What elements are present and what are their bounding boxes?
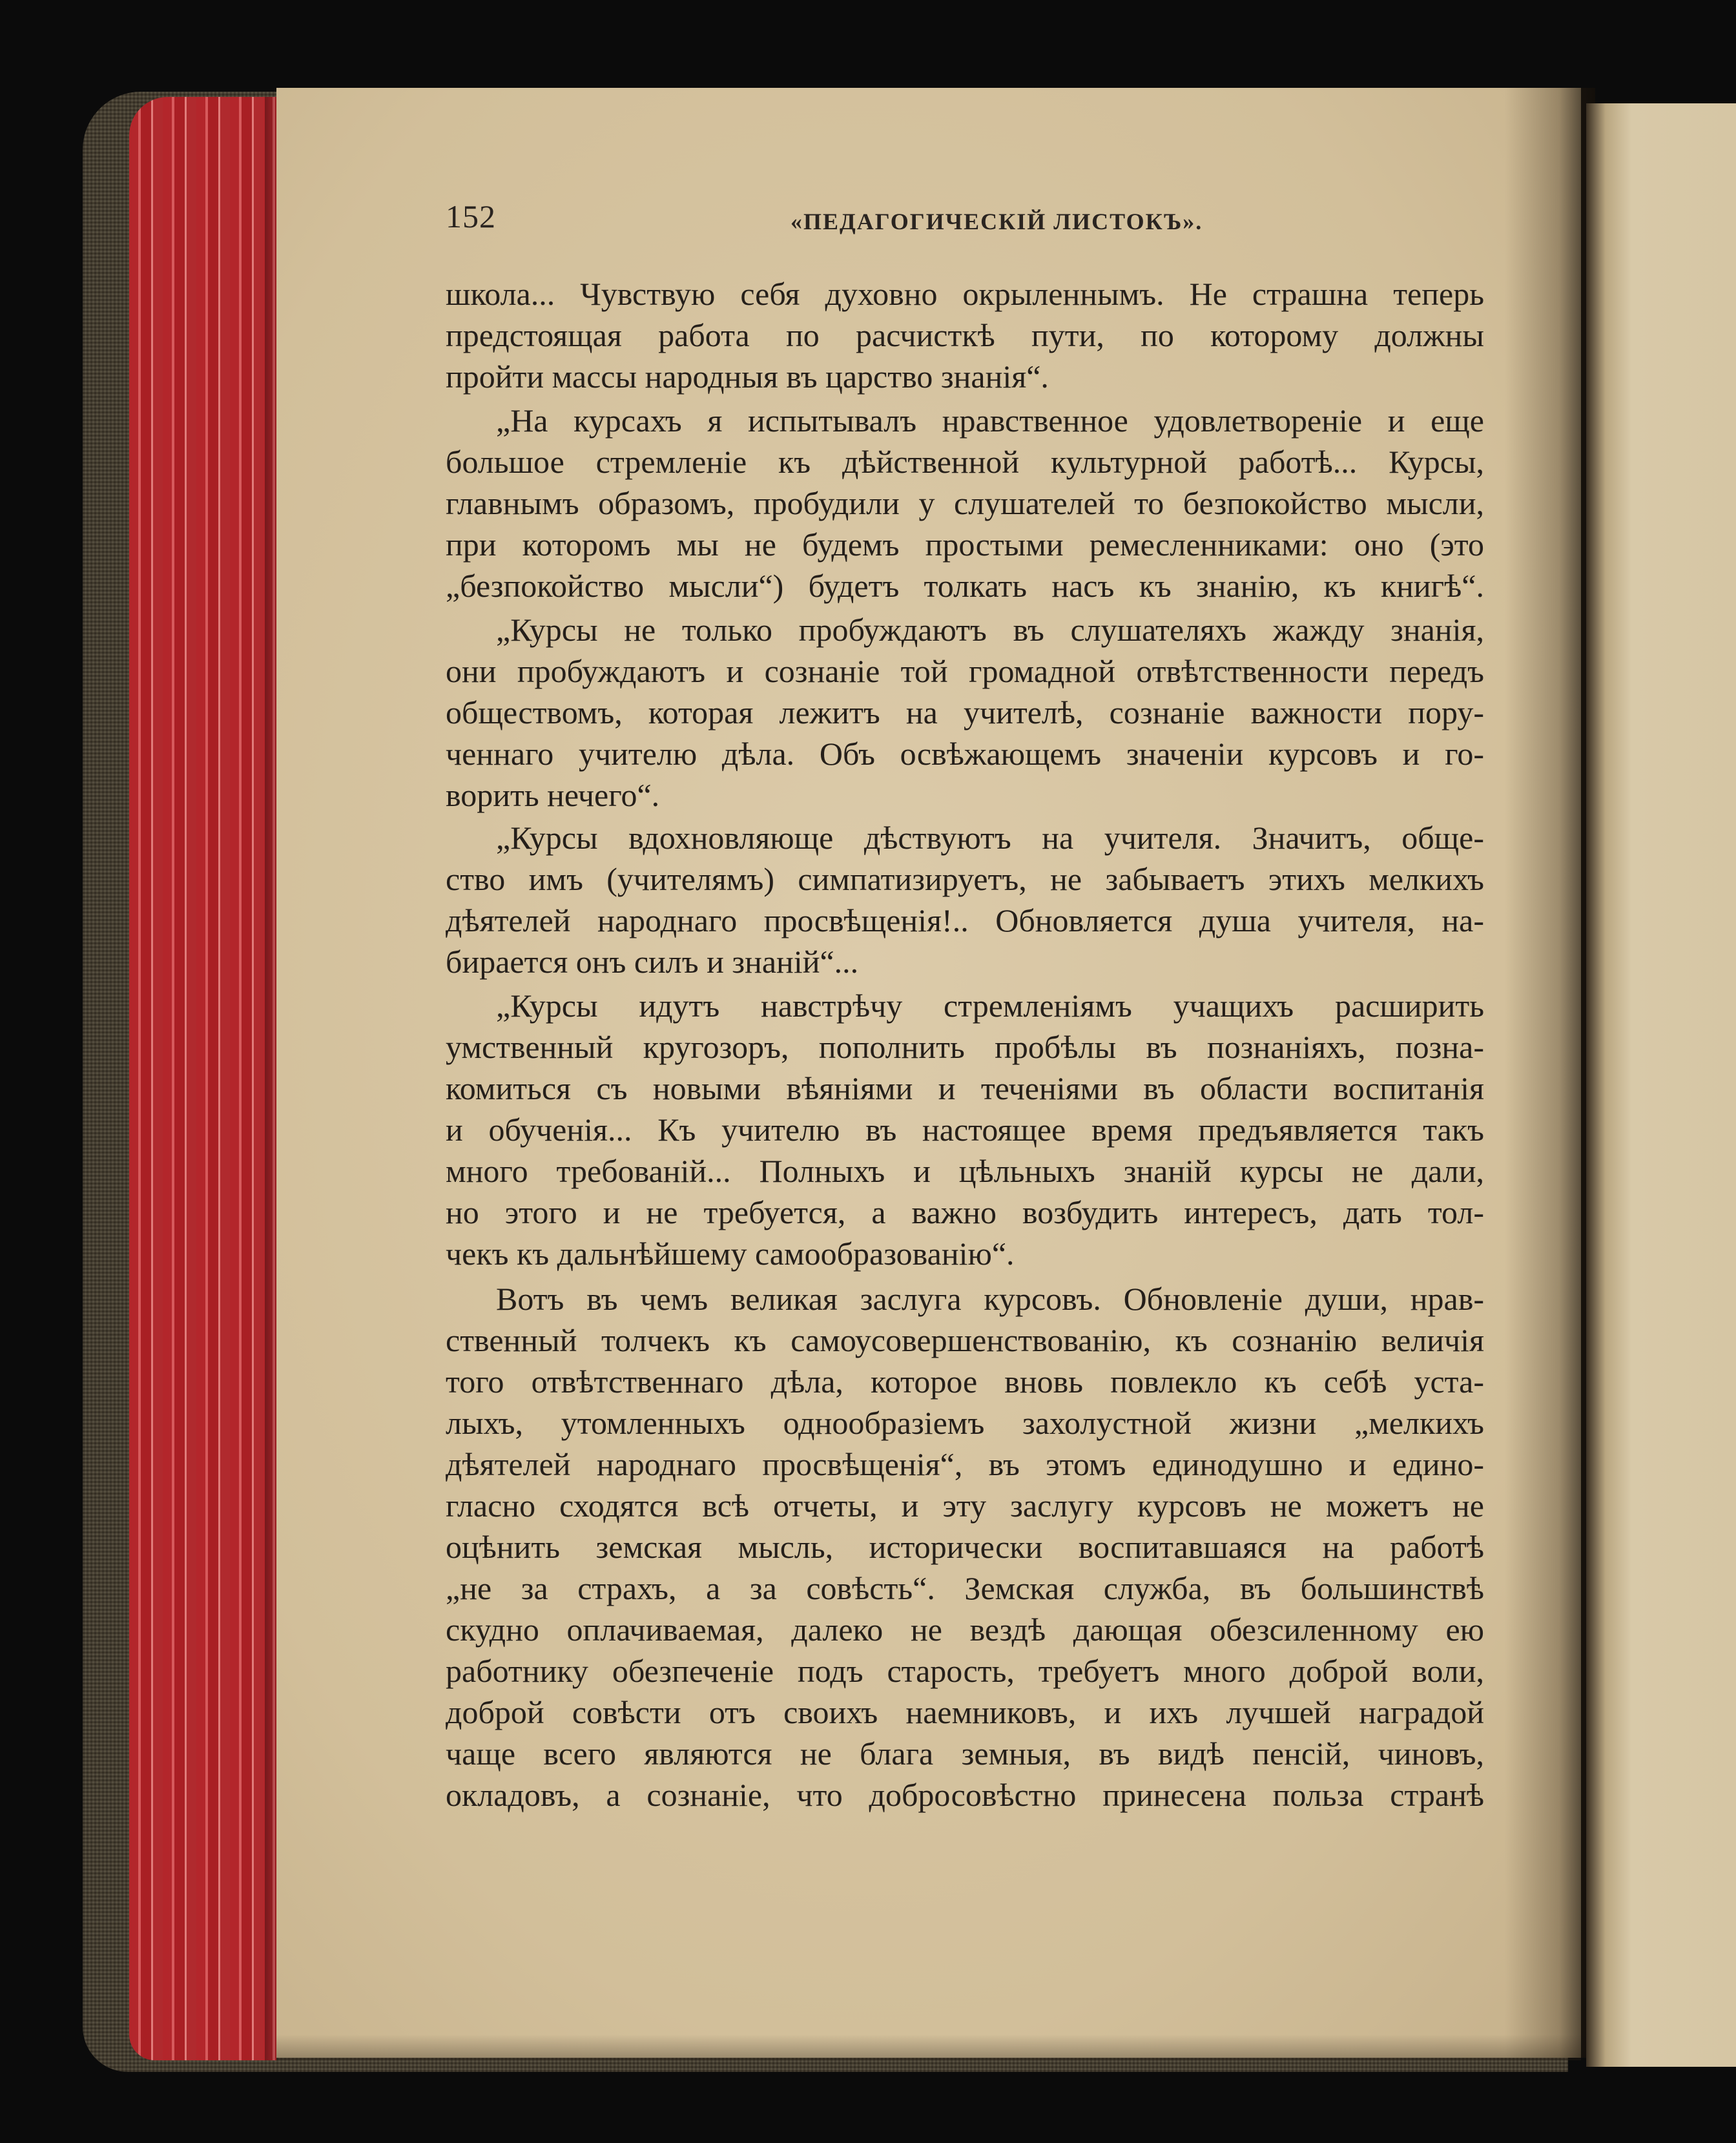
text-line: „безпокойство мысли“) будетъ толкать насъ къ знанію, къ книгѣ“. — [446, 568, 1484, 604]
text-line: „Курсы вдохновляюще дѣствуютъ на учителя. Значитъ, обще- — [496, 820, 1484, 856]
text-line: комиться съ новыми вѣяніями и теченіями въ области воспитанія — [446, 1070, 1484, 1106]
text-line: умственный кругозоръ, пополнить пробѣлы въ познаніяхъ, позна- — [446, 1029, 1484, 1065]
text-line: обществомъ, которая лежитъ на учителѣ, сознаніе важности пору- — [446, 694, 1484, 730]
text-line: доброй совѣсти отъ своихъ наемниковъ, и ихъ лучшей наградой — [446, 1694, 1484, 1730]
text-line: чекъ къ дальнѣйшему самообразованію“. — [446, 1236, 1015, 1272]
text-line: скудно оплачиваемая, далеко не вездѣ дающая обезсиленному ею — [446, 1611, 1484, 1648]
text-line: гласно сходятся всѣ отчеты, и эту заслугу курсовъ не можетъ не — [446, 1487, 1484, 1524]
text-line: предстоящая работа по расчисткѣ пути, по которому должны — [446, 317, 1484, 353]
red-page-edges — [129, 97, 276, 2060]
text-line: при которомъ мы не будемъ простыми ремесленниками: оно (это — [446, 526, 1484, 563]
text-line: „На курсахъ я испытывалъ нравственное удовлетвореніе и еще — [496, 402, 1484, 439]
text-line: большое стремленіе къ дѣйственной культурной работѣ... Курсы, — [446, 444, 1484, 480]
text-line: лыхъ, утомленныхъ однообразіемъ захолустной жизни „мелкихъ — [446, 1405, 1484, 1441]
text-line: пройти массы народныя въ царство знанія“. — [446, 358, 1049, 395]
text-line: бирается онъ силъ и знаній“... — [446, 944, 859, 980]
text-line: Вотъ въ чемъ великая заслуга курсовъ. Обновленіе души, нрав- — [496, 1281, 1484, 1317]
text-line: „не за страхъ, а за совѣсть“. Земская служба, въ большинствѣ — [446, 1570, 1484, 1606]
text-line: работнику обезпеченіе подъ старость, требуетъ много доброй воли, — [446, 1653, 1484, 1689]
page-bottom-shadow — [276, 2034, 1581, 2060]
text-line: оцѣнить земская мысль, исторически воспитавшаяся на работѣ — [446, 1529, 1484, 1565]
running-header: «ПЕДАГОГИЧЕСКІЙ ЛИСТОКЪ». — [790, 209, 1203, 234]
text-line: того отвѣтственнаго дѣла, которое вновь повлекло къ себѣ уста- — [446, 1363, 1484, 1400]
text-line: окладовъ, а сознаніе, что добросовѣстно принесена польза странѣ — [446, 1777, 1484, 1813]
text-line: ченнаго учителю дѣла. Объ освѣжающемъ значеніи курсовъ и го- — [446, 736, 1484, 772]
text-line: много требованій... Полныхъ и цѣльныхъ знаній курсы не дали, — [446, 1153, 1484, 1189]
facing-page — [1586, 103, 1736, 2067]
text-line: и обученія... Къ учителю въ настоящее время предъявляется такъ — [446, 1112, 1484, 1148]
text-line: дѣятелей народнаго просвѣщенія“, въ этомъ единодушно и едино- — [446, 1446, 1484, 1482]
text-line: школа... Чувствую себя духовно окрыленнымъ. Не страшна теперь — [446, 276, 1484, 312]
text-line: но этого и не требуется, а важно возбудить интересъ, дать тол- — [446, 1194, 1484, 1230]
text-line: „Курсы не только пробуждаютъ въ слушателяхъ жажду знанія, — [496, 612, 1484, 648]
text-line: „Курсы идутъ навстрѣчу стремленіямъ учащихъ расширить — [496, 988, 1484, 1024]
page-number: 152 — [446, 198, 496, 234]
text-line: чаще всего являются не блага земныя, въ видѣ пенсій, чиновъ, — [446, 1735, 1484, 1772]
text-line: дѣятелей народнаго просвѣщенія!.. Обновляется душа учителя, на- — [446, 902, 1484, 938]
text-line: ственный толчекъ къ самоусовершенствованію, къ сознанію величія — [446, 1322, 1484, 1358]
book-gutter — [1505, 88, 1595, 2058]
text-line: ство имъ (учителямъ) симпатизируетъ, не забываетъ этихъ мелкихъ — [446, 861, 1484, 897]
text-line: они пробуждаютъ и сознаніе той громадной отвѣтственности передъ — [446, 653, 1484, 689]
text-line: ворить нечего“. — [446, 777, 660, 813]
text-line: главнымъ образомъ, пробудили у слушателей то безпокойство мысли, — [446, 485, 1484, 521]
